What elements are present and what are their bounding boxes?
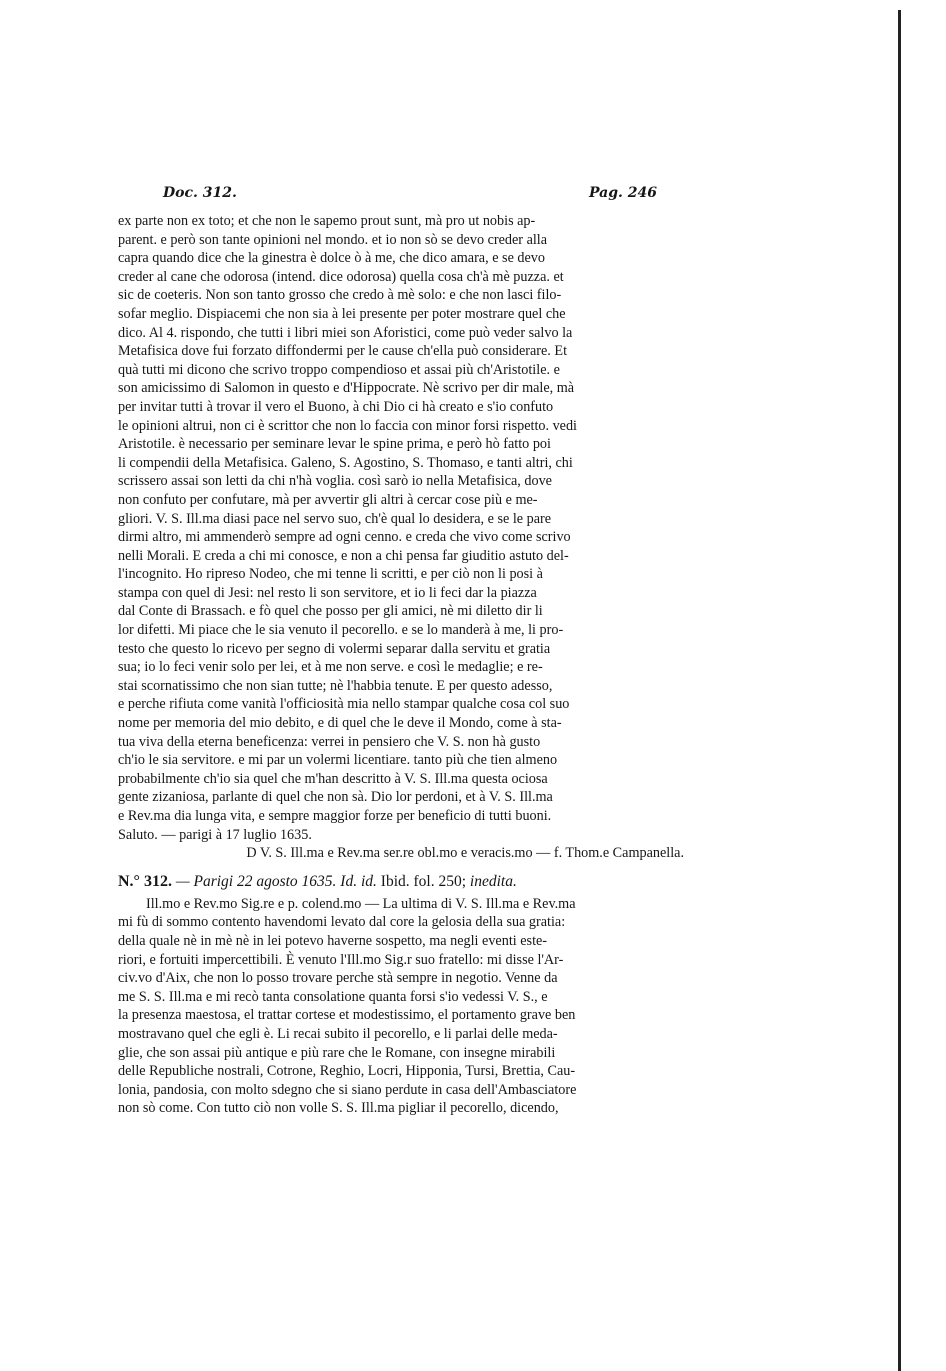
text-line: riori, e fortuiti impercettibili. È venuto l'Ill.mo Sig.r suo fratello: mi disse l'Ar- bbox=[118, 951, 564, 968]
text-line: li compendii della Metafisica. Galeno, S. Agostino, S. Thomaso, e tanti altri, chi bbox=[118, 454, 573, 471]
text-line: parent. e però son tante opinioni nel mondo. et io non sò se devo creder alla bbox=[118, 231, 548, 248]
text-line: non sò come. Con tutto ciò non volle S. S. Ill.ma pigliar il pecorello, dicendo, bbox=[118, 1100, 559, 1117]
text-line: per invitar tutti à trovar il vero el Buono, à chi Dio ci hà creato e s'io confuto bbox=[118, 398, 554, 415]
text-line: nome per memoria del mio debito, e di quel che le deve il Mondo, come à sta- bbox=[118, 715, 562, 732]
text-line: la presenza maestosa, el trattar cortese et modestissimo, el portamento grave ben bbox=[118, 1007, 576, 1024]
text-line: gente zizaniosa, parlante di quel che non sà. Dio lor perdoni, et à V. S. Ill.ma bbox=[118, 789, 553, 806]
text-line: lor difetti. Mi piace che le sia venuto il pecorello. e se lo manderà à me, li pro- bbox=[118, 622, 564, 639]
text-line: stai scornatissimo che non sian tutte; nè l'habbia tenute. E per questo adesso, bbox=[118, 677, 553, 694]
entry-heading bbox=[118, 873, 684, 895]
text-line: dirmi altro, mi ammenderò sempre ad ogni cenno. e creda che vivo come scrivo bbox=[118, 529, 571, 546]
text-line: mostravano quel che egli è. Li recai subito il pecorello, e li parlai delle meda- bbox=[118, 1025, 558, 1042]
text-line: nelli Morali. E creda a chi mi conosce, e non a chi pensa far giuditio astuto del- bbox=[118, 547, 569, 564]
text-line: mi fù di sommo contento havendomi levato dal core la gelosia della sua gratia: bbox=[118, 914, 566, 931]
text-line: gliori. V. S. Ill.ma diasi pace nel servo suo, ch'è qual lo desidera, e se le pare bbox=[118, 510, 552, 527]
text-line: le opinioni altrui, non ci è scrittor che non lo faccia con minor forsi rispetto. vedi bbox=[118, 417, 577, 434]
next-letter-body bbox=[118, 895, 684, 1118]
text-line: e perche rifiuta come vanità l'officiosità mia nello stampar qualche cosa col suo bbox=[118, 696, 570, 713]
text-line: non confuto per confutare, mà per avvertir gli altri à cercar cose più e me- bbox=[118, 491, 538, 508]
text-line: scrissero assai son letti da chi n'hà voglia. così sarò io nella Metafisica, dove bbox=[118, 473, 552, 490]
text-line: quà tutti mi dicono che scrivo troppo compendioso et assai più ch'Aristotile. e bbox=[118, 361, 560, 378]
text-line: ch'io le sia servitore. e mi par un volermi licentiare. tanto più che tien almeno bbox=[118, 752, 558, 769]
text-line: sofar meglio. Dispiacemi che non sia à lei presente per poter mostrare quel che bbox=[118, 305, 566, 322]
text-line: creder al cane che odorosa (intend. dice odorosa) quella cosa ch'à mè puzza. et bbox=[118, 268, 564, 285]
text-line: della quale nè in mè nè in lei potevo haverne sospetto, ma negli eventi este- bbox=[118, 932, 548, 949]
text-line: sic de coeteris. Non son tanto grosso che credo à mè solo: e che non lasci filo- bbox=[118, 287, 562, 304]
text-line: dal Conte di Brassach. e fò quel che posso per gli amici, nè mi diletto dir li bbox=[118, 603, 543, 620]
text-line: e Rev.ma dia lunga vita, e sempre maggior forze per beneficio di tutti buoni. bbox=[118, 808, 552, 824]
text-line: capra quando dice che la ginestra è dolce ò à me, che dico amara, e se devo bbox=[118, 250, 545, 267]
entry-status: inedita. bbox=[469, 872, 517, 890]
text-line: stampa con quel di Jesi: nel resto li son servitore, et io li feci dar la piazza bbox=[118, 584, 537, 601]
text-line: Saluto. — parigi à 17 luglio 1635. bbox=[118, 826, 312, 843]
text-line: testo che questo lo ricevo per segno di volermi separar dalla servitu et gratia bbox=[118, 640, 551, 657]
text-line: dico. Al 4. rispondo, che tutti i libri miei son Aforistici, come può veder salvo la bbox=[118, 324, 573, 341]
page-reference: Pag. 246 bbox=[589, 185, 657, 201]
document-reference: Doc. 312. bbox=[163, 185, 237, 201]
text-line: l'incognito. Ho ripreso Nodeo, che mi tenne li scritti, e per ciò non li posi à bbox=[118, 566, 543, 583]
text-line: tua viva della eterna beneficenza: verrei in pensiero che V. S. non hà gusto bbox=[118, 733, 541, 750]
text-line: sua; io lo feci venir solo per lei, et à me non serve. e così le medaglie; e re- bbox=[118, 659, 543, 676]
text-line: glie, che son assai più antique e più rare che le Romane, con insegne mirabili bbox=[118, 1044, 556, 1061]
letter-body bbox=[118, 212, 684, 844]
entry-number: N.° 312. bbox=[118, 872, 172, 890]
text-line: me S. S. Ill.ma e mi recò tanta consolatione quanta forsi s'io vedessi V. S., e bbox=[118, 988, 548, 1005]
text-line: Ill.mo e Rev.mo Sig.re e p. colend.mo — La ultima di V. S. Ill.ma e Rev.ma bbox=[146, 895, 576, 912]
text-line: Aristotile. è necessario per seminare levar le spine prima, e però hò fatto poi bbox=[118, 436, 551, 453]
running-header bbox=[163, 185, 657, 205]
text-line: Metafisica dove fui forzato diffondermi per le cause ch'ella può considerare. Et bbox=[118, 343, 568, 360]
page-text bbox=[118, 212, 684, 1118]
text-line: civ.vo d'Aix, che non lo posso trovare perche stà sempre in negotio. Venne da bbox=[118, 970, 558, 987]
text-line: delle Republiche nostrali, Cotrone, Reghio, Locri, Hipponia, Tursi, Brettia, Cau- bbox=[118, 1063, 576, 1080]
page-edge-rule bbox=[898, 10, 901, 1371]
text-line: lonia, pandosia, con molto sdegno che si siano perdute in casa dell'Ambasciatore bbox=[118, 1081, 577, 1098]
entry-place-date: — Parigi 22 agosto 1635. Id. id. bbox=[175, 872, 377, 890]
text-line: son amicissimo di Salomon in questo e d'Hippocrate. Nè scrivo per dir male, mà bbox=[118, 380, 575, 397]
entry-source: Ibid. fol. 250; bbox=[380, 872, 467, 890]
text-line: probabilmente ch'io sia quel che m'han descritto à V. S. Ill.ma questa ociosa bbox=[118, 770, 548, 787]
signature-line: D V. S. Ill.ma e Rev.ma ser.re obl.mo e veracis.mo — f. Thom.e Campanella. bbox=[246, 845, 684, 862]
text-line: ex parte non ex toto; et che non le sapemo prout sunt, mà pro ut nobis ap- bbox=[118, 213, 536, 229]
